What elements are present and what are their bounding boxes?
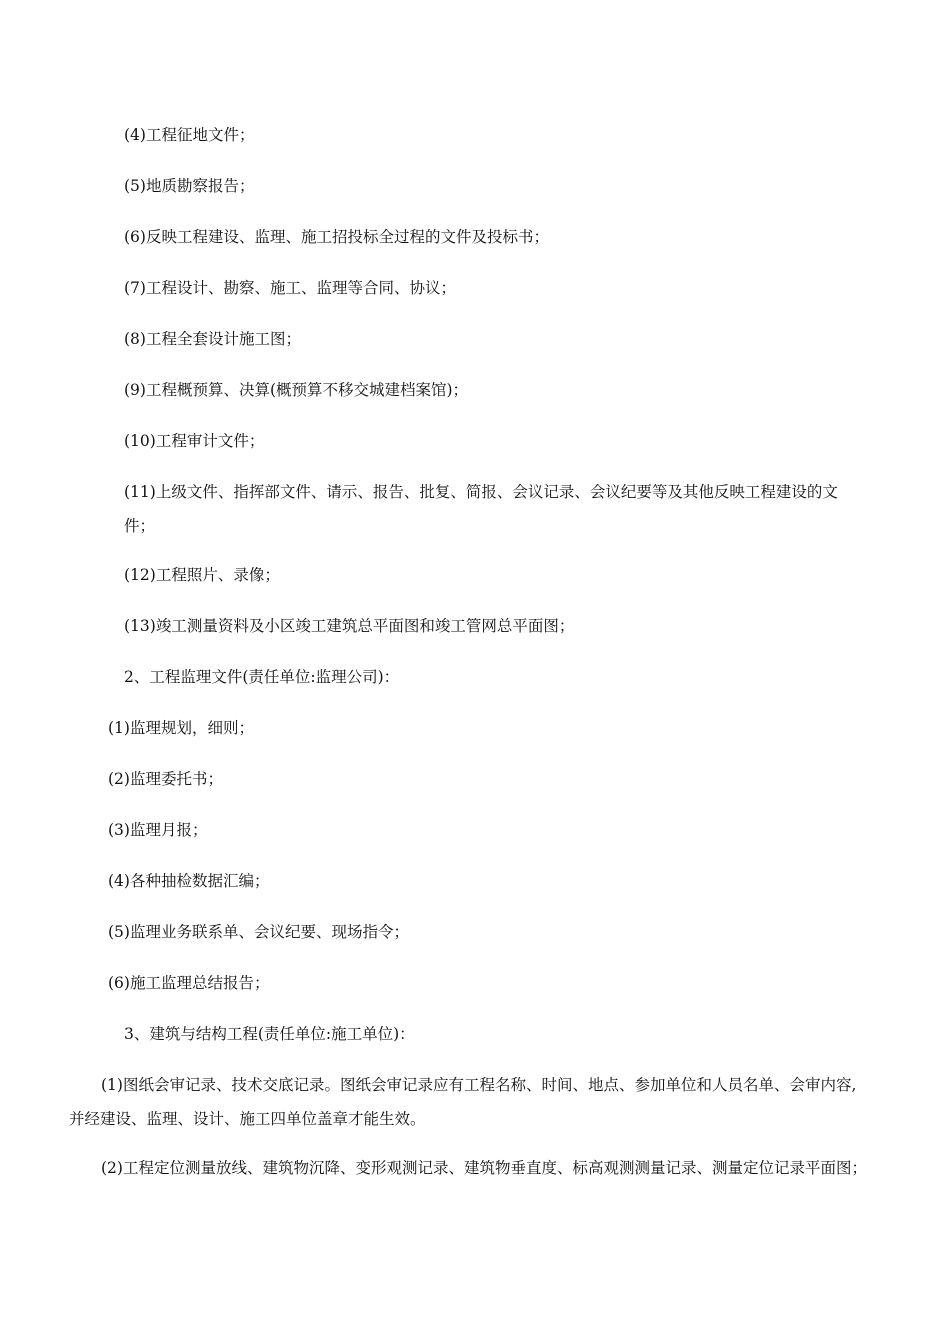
list-item: (11)上级文件、指挥部文件、请示、报告、批复、简报、会议记录、会议纪要等及其他反映工程建设的文件； bbox=[124, 483, 838, 535]
list-item: (10)工程审计文件； bbox=[124, 432, 265, 450]
list-item: (13)竣工测量资料及小区竣工建筑总平面图和竣工管网总平面图； bbox=[124, 617, 575, 635]
list-item: (12)工程照片、录像； bbox=[124, 566, 280, 584]
list-item: (4)工程征地文件； bbox=[124, 126, 255, 144]
list-item: (4)各种抽检数据汇编； bbox=[108, 872, 270, 890]
list-item: (2)工程定位测量放线、建筑物沉降、变形观测记录、建筑物垂直度、标高观测测量记录、测量定位记录平面图； bbox=[101, 1159, 867, 1177]
list-item: (9)工程概预算、决算(概预算不移交城建档案馆)； bbox=[124, 381, 469, 399]
list-item: (3)监理月报； bbox=[108, 821, 208, 839]
list-item: (1)图纸会审记录、技术交底记录。图纸会审记录应有工程名称、时间、地点、参加单位和人员名单、会审内容,并经建设、监理、设计、施工四单位盖章才能生效。 bbox=[69, 1076, 857, 1128]
list-item: (2)监理委托书； bbox=[108, 770, 223, 788]
list-item: (7)工程设计、勘察、施工、监理等合同、协议； bbox=[124, 279, 456, 297]
list-item: (5)监理业务联系单、会议纪要、现场指令； bbox=[108, 923, 409, 941]
list-item: (6)反映工程建设、监理、施工招投标全过程的文件及投标书； bbox=[124, 228, 549, 246]
list-item: (6)施工监理总结报告； bbox=[108, 974, 270, 992]
list-item: (8)工程全套设计施工图； bbox=[124, 330, 301, 348]
list-item: (5)地质勘察报告； bbox=[124, 177, 255, 195]
section-heading: 3、建筑与结构工程(责任单位:施工单位)： bbox=[124, 1025, 415, 1043]
list-item: (1)监理规划，细则； bbox=[108, 719, 254, 737]
section-heading: 2、工程监理文件(责任单位:监理公司)： bbox=[124, 668, 400, 686]
